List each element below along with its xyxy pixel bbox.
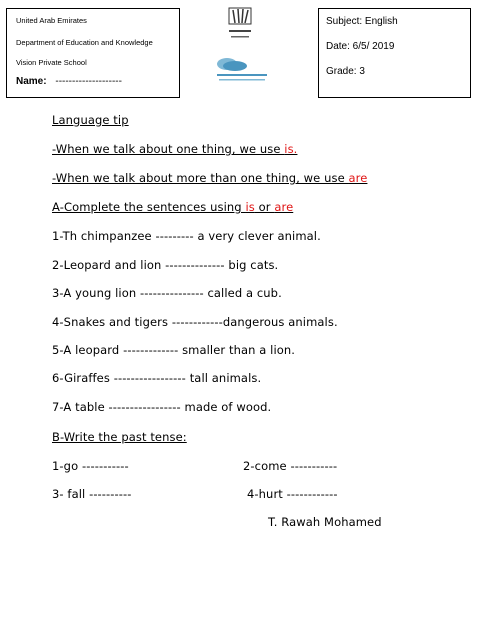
subject-label: Subject: English xyxy=(326,16,398,27)
section-a-or: or xyxy=(254,200,275,214)
tip-title: Language tip xyxy=(52,113,129,127)
name-label: Name: xyxy=(16,76,47,87)
teacher-signature: T. Rawah Mohamed xyxy=(268,515,382,529)
past-tense-item-1: 1-go ----------- xyxy=(52,459,129,473)
sentence-1: 1-Th chimpanzee --------- a very clever animal. xyxy=(52,229,321,243)
tip-word-is: is. xyxy=(284,142,298,156)
header-info-box xyxy=(6,8,180,98)
sentence-7: 7-A table ----------------- made of wood. xyxy=(52,400,272,414)
sentence-5: 5-A leopard ------------- smaller than a lion. xyxy=(52,343,296,357)
tip-word-are: are xyxy=(348,171,368,185)
school-logo-icon xyxy=(205,6,275,88)
past-tense-item-3: 3- fall ---------- xyxy=(52,487,132,501)
section-a-heading xyxy=(52,200,293,214)
section-b-heading: B-Write the past tense: xyxy=(52,430,187,444)
section-a-heading-text: A-Complete the sentences using xyxy=(52,200,246,214)
name-field[interactable] xyxy=(16,76,122,87)
sentence-4: 4-Snakes and tigers ------------dangerous animals. xyxy=(52,315,338,329)
country-label: United Arab Emirates xyxy=(16,16,87,25)
department-label: Department of Education and Knowledge xyxy=(16,38,153,47)
sentence-3: 3-A young lion --------------- called a cub. xyxy=(52,286,282,300)
past-tense-item-4: 4-hurt ------------ xyxy=(247,487,338,501)
past-tense-item-2: 2-come ----------- xyxy=(243,459,338,473)
section-a-is: is xyxy=(245,200,255,214)
tip-line-two xyxy=(52,171,367,185)
date-label: Date: 6/5/ 2019 xyxy=(326,41,395,52)
grade-label: Grade: 3 xyxy=(326,66,365,77)
sentence-6: 6-Giraffes ----------------- tall animals. xyxy=(52,371,262,385)
school-label: Vision Private School xyxy=(16,58,87,67)
sentence-2: 2-Leopard and lion -------------- big cats. xyxy=(52,258,279,272)
tip-line-two-text: -When we talk about more than one thing, we use xyxy=(52,171,349,185)
tip-line-one-text: -When we talk about one thing, we use xyxy=(52,142,285,156)
section-a-are: are xyxy=(274,200,294,214)
tip-line-one xyxy=(52,142,297,156)
name-blank: -------------------- xyxy=(55,76,122,87)
header-subject-box xyxy=(318,8,471,98)
